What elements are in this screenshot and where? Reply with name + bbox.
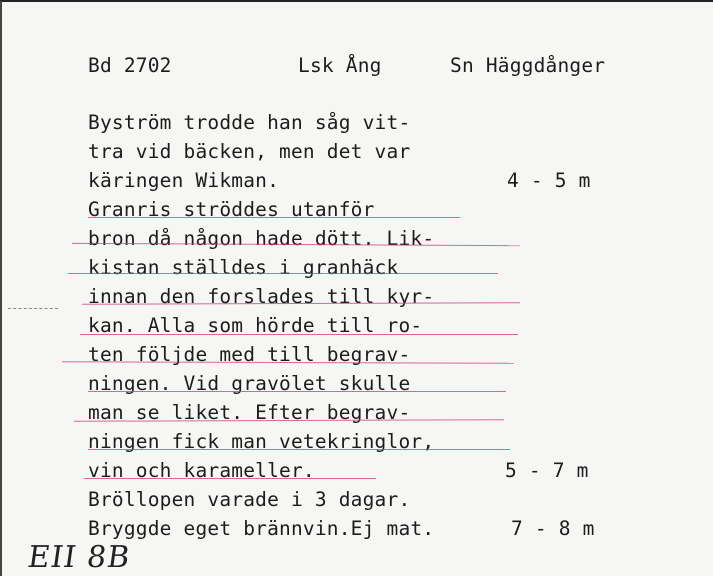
highlight-underline — [88, 391, 506, 392]
text-line-5: bron då någon hade dött. Lik- — [88, 227, 435, 250]
margin-dash-mark — [8, 308, 58, 309]
margin-note-2: 5 - 7 m — [505, 459, 589, 482]
text-line-12: ningen fick man vetekringlor, — [88, 430, 435, 453]
text-line-13: vin och karameller. — [88, 459, 315, 482]
handwritten-code: EII 8B — [25, 540, 133, 575]
text-line-9: ten följde med till begrav- — [88, 343, 411, 366]
margin-note-3: 7 - 8 m — [511, 517, 595, 540]
text-line-14: Bröllopen varade i 3 dagar. — [88, 488, 411, 511]
region-label: Lsk Ång — [298, 54, 382, 77]
highlight-underline — [68, 273, 498, 274]
highlight-underline — [88, 217, 460, 218]
text-line-6: kistan ställdes i granhäck — [88, 256, 399, 279]
archive-number: Bd 2702 — [88, 54, 172, 77]
text-line-10: ningen. Vid gravölet skulle — [88, 372, 411, 395]
text-line-11: man se liket. Efter begrav- — [88, 401, 411, 424]
highlight-underline — [84, 478, 376, 479]
text-line-15: Bryggde eget brännvin.Ej mat. — [88, 517, 435, 540]
highlight-underline — [80, 334, 518, 335]
text-line-4: Granris ströddes utanför — [88, 198, 375, 221]
text-line-3: käringen Wikman. — [88, 169, 280, 192]
text-line-7: innan den forslades till kyr- — [88, 285, 435, 308]
parish-label: Sn Häggdånger — [450, 54, 606, 77]
highlight-underline — [88, 449, 510, 450]
text-line-1: Byström trodde han såg vit- — [88, 111, 411, 134]
margin-note-1: 4 - 5 m — [507, 169, 591, 192]
text-line-8: kan. Alla som hörde till ro- — [88, 314, 423, 337]
text-line-2: tra vid bäcken, men det var — [88, 140, 411, 163]
